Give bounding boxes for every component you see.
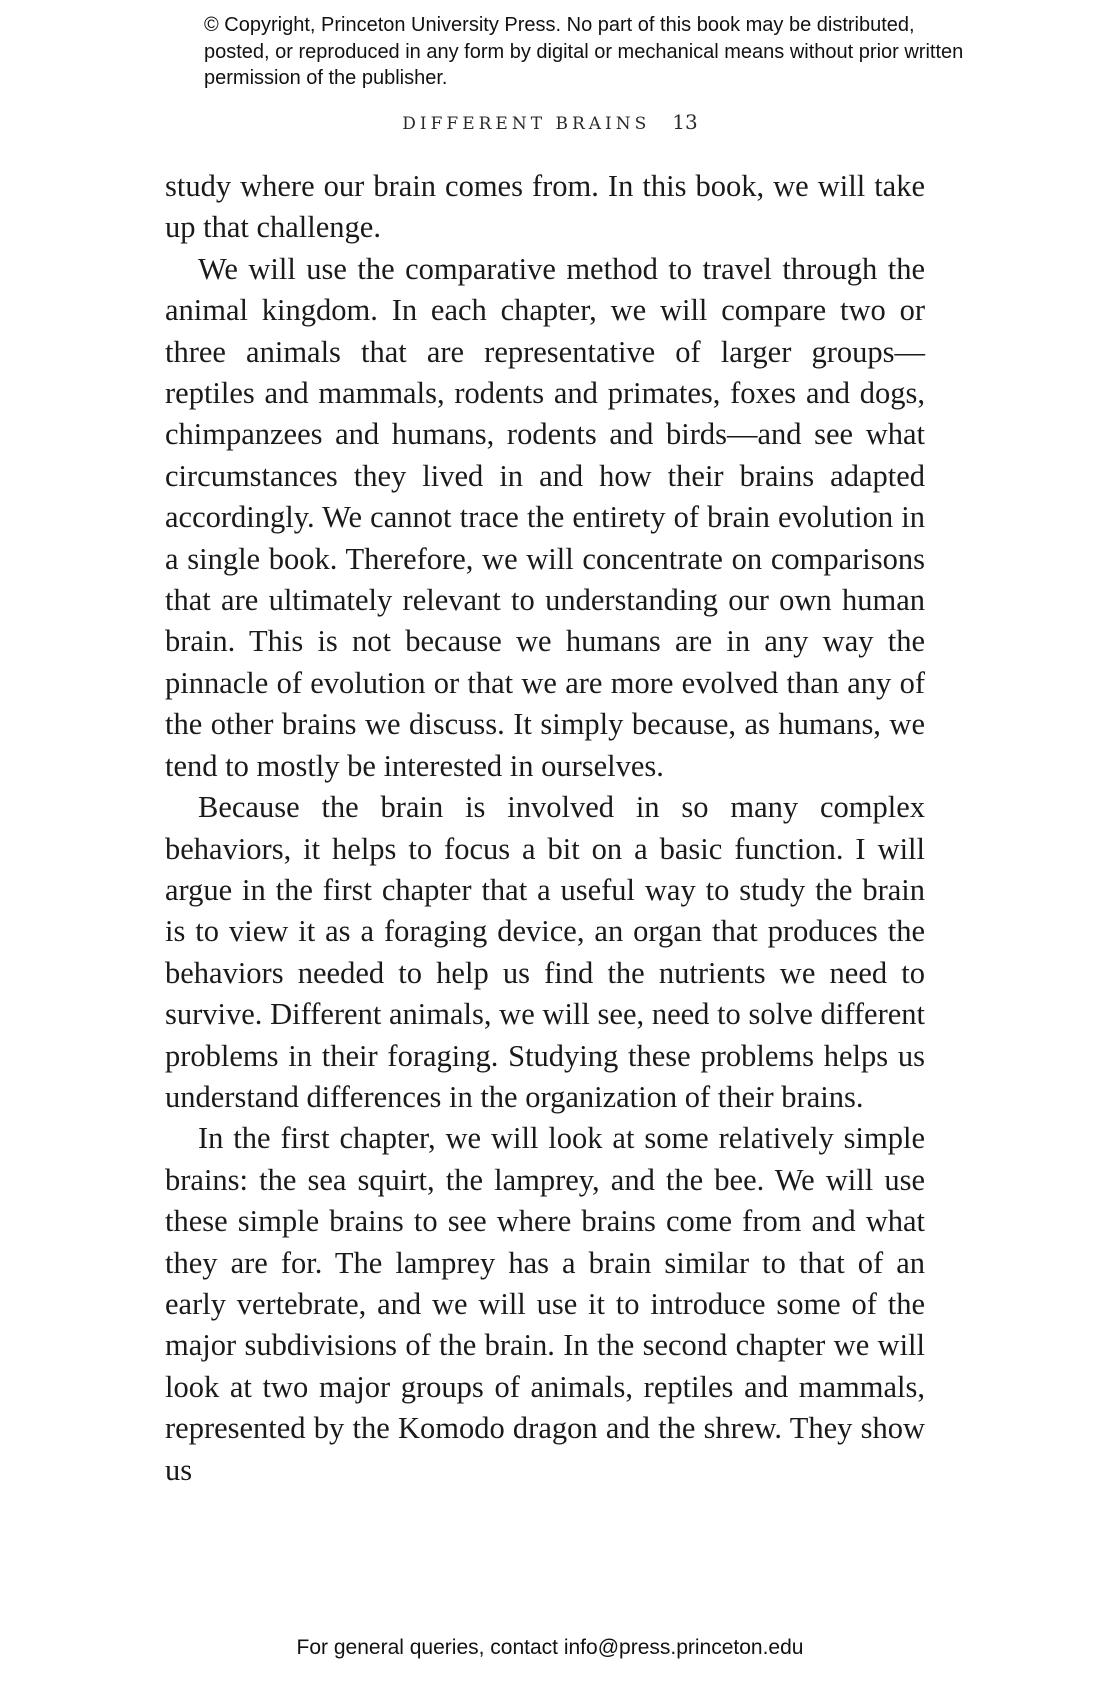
paragraph: We will use the comparative method to travel through the animal kingdom. In each chapter, we will compare two or three animals that are representative of larger groups—reptiles and mammals, rodents and primates, foxes and dogs, chimpanzees and humans, rodents and birds—and see what circumstances they lived in and how their brains adapted accordingly. We cannot trace the entirety of brain evolution in a single book. Therefore, we will concentrate on comparisons that are ultimately relevant to understanding our own human brain. This is not because we humans are in any way the pinnacle of evolution or that we are more evolved than any of the other brains we discuss. It simply because, as humans, we tend to mostly be interested in ourselves. xyxy=(165,251,925,783)
paragraph: Because the brain is involved in so many complex behaviors, it helps to focus a bit on a basic function. I will argue in the first chapter that a useful way to study the brain is to view it as a foraging device, an organ that produces the behaviors needed to help us find the nutrients we need to survive. Different animals, we will see, need to solve different problems in their foraging. Studying these problems helps us understand differences in the organization of their brains. xyxy=(165,790,925,1114)
footer-contact: For general queries, contact info@press.princeton.edu xyxy=(296,1636,804,1659)
running-title: DIFFERENT BRAINS xyxy=(402,114,651,134)
copyright-notice: © Copyright, Princeton University Press. No part of this book may be distributed, posted, or reproduced in any form by digital or mechanical means without prior written permission of the publisher. xyxy=(204,14,964,89)
body-text xyxy=(165,166,925,1491)
paragraph: In the first chapter, we will look at some relatively simple brains: the sea squirt, the lamprey, and the bee. We will use these simple brains to see where brains come from and what they are for. The lamprey has a brain similar to that of an early vertebrate, and we will use it to introduce some of the major subdivisions of the brain. In the second chapter we will look at two major groups of animals, reptiles and mammals, represented by the Komodo dragon and the shrew. They show us xyxy=(165,1121,925,1487)
page-number: 13 xyxy=(672,110,698,134)
paragraph: study where our brain comes from. In this book, we will take up that challenge. xyxy=(165,169,925,245)
running-head xyxy=(0,110,1100,134)
